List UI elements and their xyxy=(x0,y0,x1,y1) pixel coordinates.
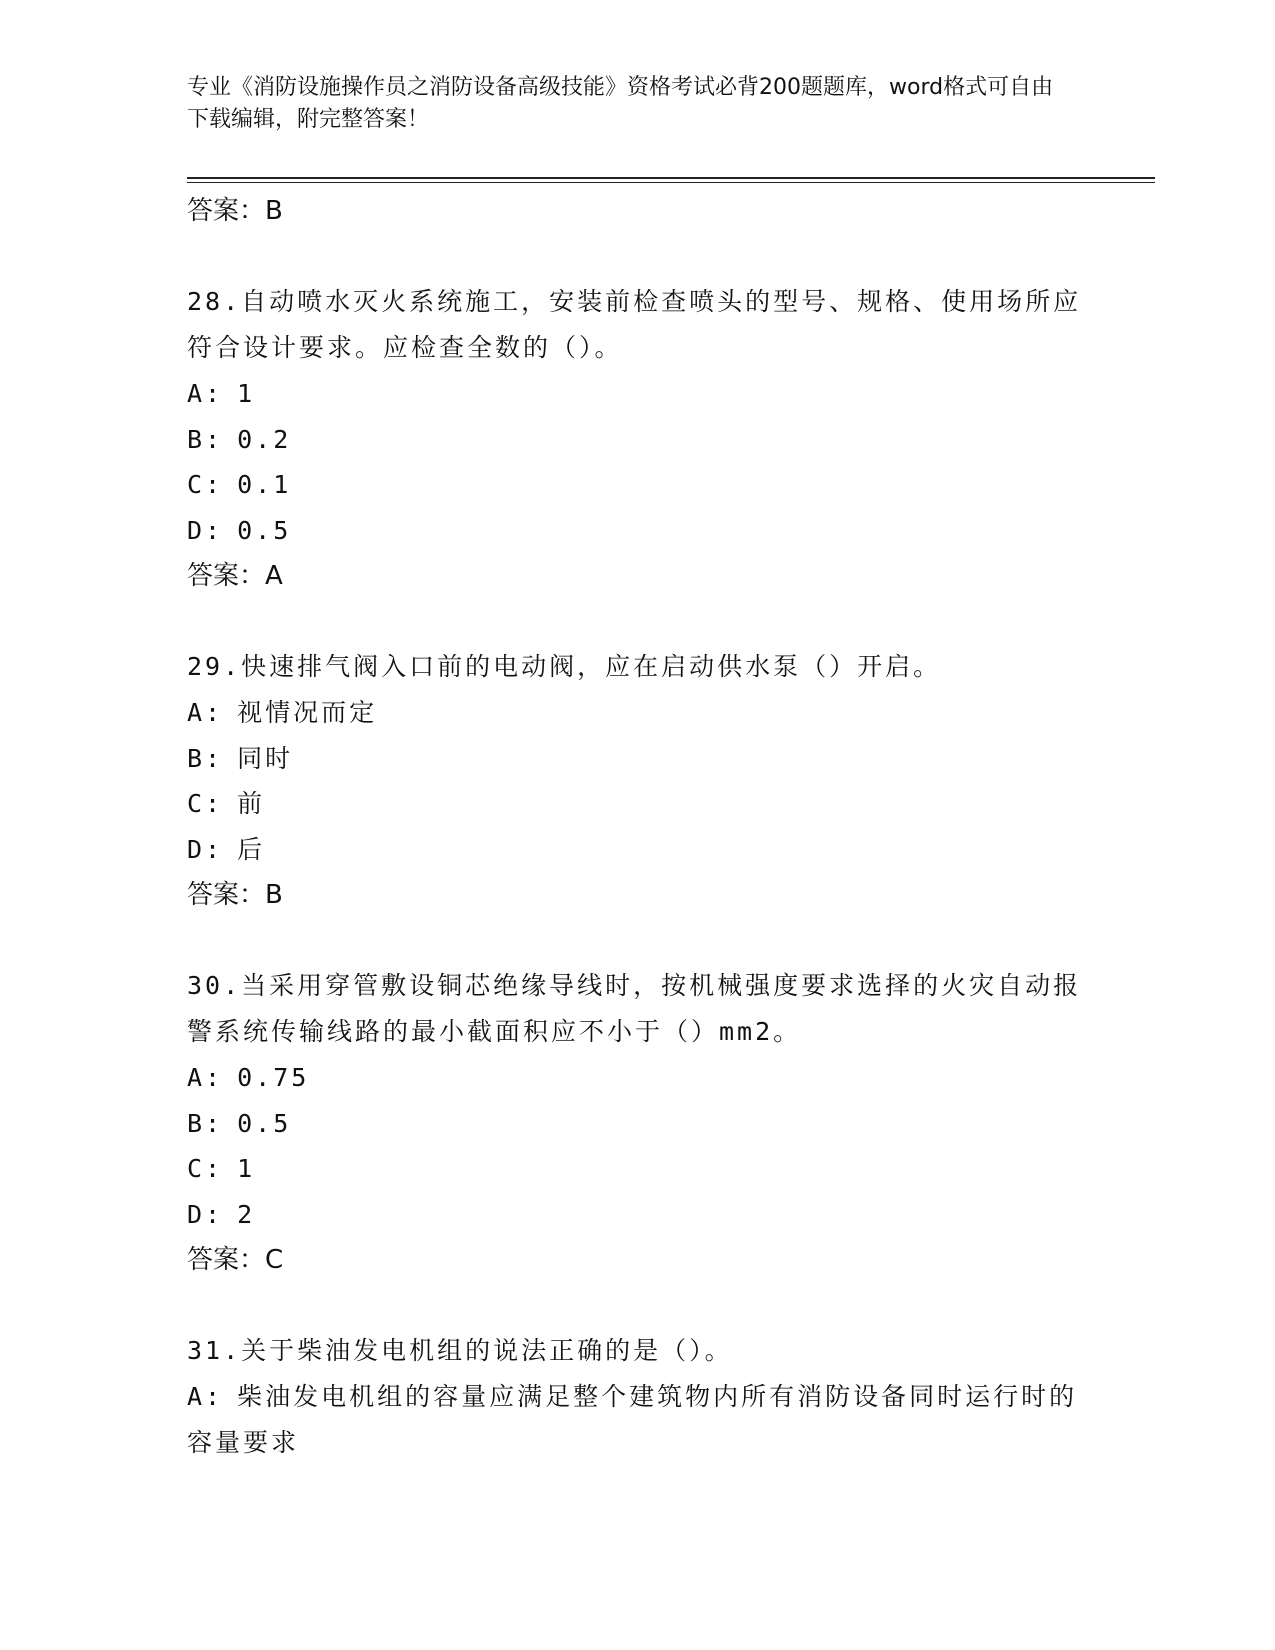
option-key: C: xyxy=(187,789,224,818)
header-rule-thick xyxy=(187,177,1155,179)
option-text: 0.2 xyxy=(237,424,292,454)
answer-label: 答案： xyxy=(187,196,266,226)
option-b xyxy=(187,417,1087,463)
answer-value: A xyxy=(265,561,283,591)
option-a xyxy=(187,1374,1087,1465)
option-a xyxy=(187,1055,1087,1101)
answer-line xyxy=(187,872,1087,918)
header-rule-thin xyxy=(187,182,1155,183)
option-c xyxy=(187,1146,1087,1192)
option-d xyxy=(187,508,1087,554)
option-b xyxy=(187,736,1087,782)
question-stem: 29.快速排气阀入口前的电动阀，应在启动供水泵（）开启。 xyxy=(187,652,942,681)
spacer xyxy=(187,918,1087,963)
option-key: C: xyxy=(187,470,224,499)
option-b xyxy=(187,1101,1087,1147)
option-text: 柴油发电机组的容量应满足整个建筑物内所有消防设备同时运行时的容量要求 xyxy=(187,1382,1078,1457)
option-d xyxy=(187,1192,1087,1238)
answer-line xyxy=(187,553,1087,599)
question-block xyxy=(187,644,1087,918)
option-text: 0.75 xyxy=(237,1063,310,1092)
option-text: 1 xyxy=(237,1154,256,1183)
option-a xyxy=(187,690,1087,736)
option-text: 同时 xyxy=(237,743,294,773)
option-key: B: xyxy=(187,743,224,773)
answer-label: 答案： xyxy=(187,561,266,591)
question-block xyxy=(187,963,1087,1283)
option-text: 0.5 xyxy=(237,515,292,545)
option-key: A: xyxy=(187,379,224,408)
option-c xyxy=(187,462,1087,508)
spacer xyxy=(187,234,1087,279)
answer-label: 答案： xyxy=(187,1245,266,1275)
option-key: D: xyxy=(187,834,224,864)
option-key: A: xyxy=(187,1382,224,1411)
option-text: 前 xyxy=(237,789,266,818)
option-key: B: xyxy=(187,424,224,454)
option-c xyxy=(187,781,1087,827)
question-stem: 31.关于柴油发电机组的说法正确的是（）。 xyxy=(187,1336,733,1365)
option-d xyxy=(187,827,1087,873)
spacer xyxy=(187,599,1087,644)
option-text: 0.1 xyxy=(237,470,292,499)
answer-line xyxy=(187,1237,1087,1283)
option-text: 2 xyxy=(237,1199,256,1229)
option-key: A: xyxy=(187,1063,224,1092)
option-key: D: xyxy=(187,515,224,545)
answer-value: B xyxy=(265,196,283,226)
option-key: B: xyxy=(187,1108,224,1138)
question-block xyxy=(187,279,1087,599)
option-text: 视情况而定 xyxy=(237,698,378,727)
option-key: D: xyxy=(187,1199,224,1229)
question-block xyxy=(187,1328,1087,1465)
question-stem: 28.自动喷水灭火系统施工，安装前检查喷头的型号、规格、使用场所应符合设计要求。应检查全数的（）。 xyxy=(187,287,1082,362)
option-text: 后 xyxy=(237,834,266,864)
option-key: A: xyxy=(187,698,224,727)
option-text: 1 xyxy=(237,379,256,408)
question-stem: 30.当采用穿管敷设铜芯绝缘导线时，按机械强度要求选择的火灾自动报警系统传输线路的最小截面积应不小于（）mm2。 xyxy=(187,971,1082,1046)
answer-label: 答案： xyxy=(187,880,266,910)
answer-value: C xyxy=(265,1245,284,1275)
option-a xyxy=(187,371,1087,417)
answer-value: B xyxy=(265,880,283,910)
option-key: C: xyxy=(187,1154,224,1183)
option-text: 0.5 xyxy=(237,1108,292,1138)
spacer xyxy=(187,1283,1087,1328)
question-list xyxy=(187,188,1087,1465)
document-header: 专业《消防设施操作员之消防设备高级技能》资格考试必背200题题库，word格式可自由下载编辑，附完整答案！ xyxy=(187,75,1054,132)
answer-line xyxy=(187,188,1087,234)
